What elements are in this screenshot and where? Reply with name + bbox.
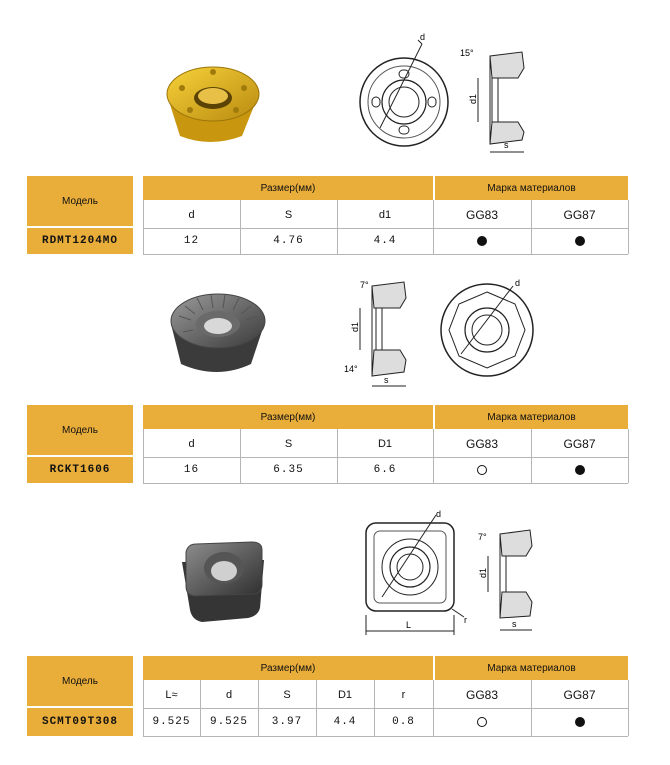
insert-photo-rdmt [160,58,265,148]
label-angle: 15° [460,48,474,58]
model-header: Модель [27,176,133,226]
label-s: s [384,375,389,385]
model-header: Модель [27,405,133,455]
empty-circle-icon [478,718,487,727]
mark-gg87 [531,708,628,736]
value-d: 9.525 [209,716,248,728]
value-s: 4.76 [273,235,304,247]
mark-gg83 [433,228,531,254]
label-d: d [420,32,426,42]
material-header: Марка материалов [435,176,628,200]
label-d: d [436,509,442,519]
front-view-drawing-rdmt [352,30,457,150]
col-d1: D1 [377,438,393,450]
label-d1: d1 [350,321,360,332]
col-d: d [188,209,195,221]
col-r: r [401,689,406,701]
col-d1: D1 [337,689,353,701]
label-d: d [515,278,521,288]
filled-circle-icon [575,466,584,475]
empty-circle-icon [478,466,487,475]
label-l: L [406,620,412,630]
filled-circle-icon [575,237,584,246]
value-d1: 4.4 [373,235,397,247]
col-l: L≈ [165,689,178,701]
label-r: r [464,615,467,625]
material-gg87: GG87 [563,437,596,451]
value-d: 16 [183,464,200,476]
side-view-drawing-scmt [470,522,540,637]
model-value: RDMT1204MO [27,228,133,254]
col-s: S [284,438,293,450]
size-header: Размер(мм) [143,176,433,200]
col-d: d [188,438,195,450]
size-header: Размер(мм) [143,656,433,680]
col-d: d [225,689,233,701]
material-gg83: GG83 [465,208,498,222]
mark-gg87 [531,457,628,483]
front-view-drawing-scmt [356,505,476,640]
col-s: S [284,209,293,221]
model-value: RCKT1606 [27,457,133,483]
insert-photo-rckt [165,288,270,380]
col-s: S [283,689,291,701]
value-d: 12 [183,235,200,247]
label-s: s [512,619,517,629]
value-l: 9.525 [152,716,191,728]
label-angle-bottom: 14° [344,364,358,374]
value-d1: 6.6 [373,464,397,476]
material-gg83: GG83 [465,437,498,451]
insert-photo-scmt [178,538,268,628]
side-view-drawing-rdmt [458,40,538,160]
label-d1: d1 [468,93,478,104]
filled-circle-icon [478,237,487,246]
mark-gg83 [433,708,531,736]
model-header: Модель [27,656,133,706]
mark-gg87 [531,228,628,254]
material-gg87: GG87 [563,688,596,702]
label-d1: d1 [478,567,488,578]
model-value: SCMT09T308 [27,708,133,736]
mark-gg83 [433,457,531,483]
material-header: Марка материалов [435,656,628,680]
value-s: 6.35 [273,464,304,476]
filled-circle-icon [575,718,584,727]
label-angle-top: 7° [360,280,369,290]
front-view-drawing-rckt [435,272,535,382]
material-gg87: GG87 [563,208,596,222]
size-header: Размер(мм) [143,405,433,429]
material-header: Марка материалов [435,405,628,429]
label-s: s [504,140,509,150]
side-view-drawing-rckt [340,270,430,390]
col-d1: d1 [378,209,392,221]
material-gg83: GG83 [465,688,498,702]
label-angle: 7° [478,532,487,542]
value-s: 3.97 [271,716,303,728]
value-r: 0.8 [392,716,415,728]
value-d1: 4.4 [333,716,357,728]
